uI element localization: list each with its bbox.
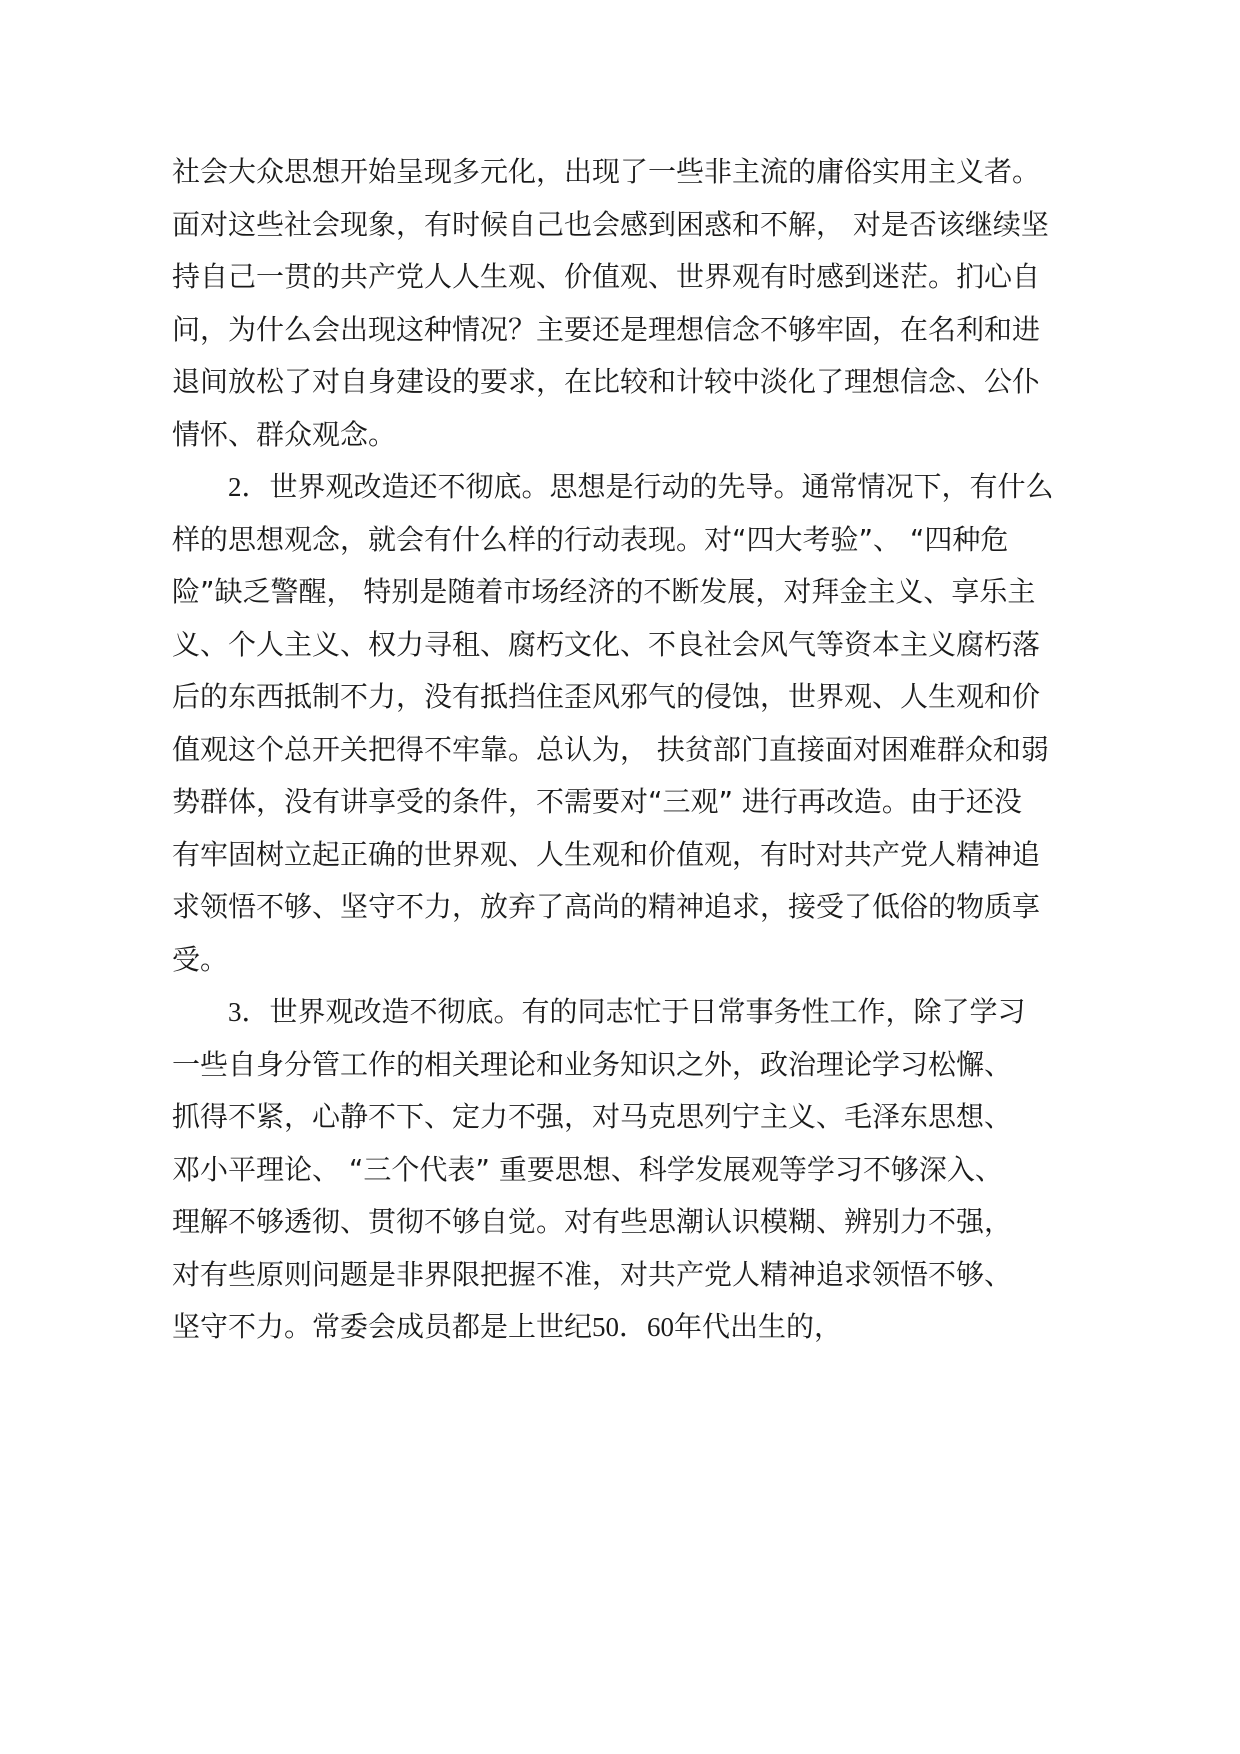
paragraph-first-line bbox=[172, 986, 1087, 1039]
text-line: 情怀、群众观念。 bbox=[172, 417, 397, 451]
text-line: 求领悟不够、坚守不力，放弃了高尚的精神追求，接受了低俗的物质享 bbox=[172, 890, 1041, 923]
paragraph-2 bbox=[172, 461, 1087, 986]
paragraph-last-line bbox=[172, 1301, 1087, 1354]
text-line: 问，为什么会出现这种情况？主要还是理想信念不够牢固，在名利和进 bbox=[172, 312, 1041, 346]
text-line: 有牢固树立起正确的世界观、人生观和价值观，有时对共产党人精神追 bbox=[172, 837, 1041, 871]
text-line: 抓得不紧，心静不下、定力不强，对马克思列宁主义、毛泽东思想、 bbox=[172, 1100, 1013, 1133]
text-line: 持自己一贯的共产党人人生观、价值观、世界观有时感到迷茫。扪心自 bbox=[172, 260, 1041, 293]
text-line: 受。 bbox=[172, 942, 229, 976]
paragraph-1 bbox=[172, 146, 1087, 461]
text-line: 后的东西抵制不力，没有抵挡住歪风邪气的侵蚀，世界观、人生观和价 bbox=[172, 680, 1041, 713]
text-segment: 年代出生的， bbox=[674, 1310, 843, 1343]
text-line: 一些自身分管工作的相关理论和业务知识之外，政治理论学习松懈、 bbox=[172, 1047, 1013, 1081]
text-line: 对有些原则问题是非界限把握不准，对共产党人精神追求领悟不够、 bbox=[172, 1257, 1013, 1291]
text-line: 义、个人主义、权力寻租、腐朽文化、不良社会风气等资本主义腐朽落 bbox=[172, 627, 1041, 661]
decade-number: 50 bbox=[592, 1312, 620, 1342]
text-line: 样的思想观念，就会有什么样的行动表现。对“四大考验”、 “四种危 bbox=[172, 522, 1009, 556]
text-line: 面对这些社会现象，有时候自己也会感到困惑和不解， 对是否该继续坚 bbox=[172, 207, 1049, 241]
text-line: 理解不够透彻、贯彻不够自觉。对有些思潮认识模糊、辨别力不强， bbox=[172, 1205, 1013, 1238]
paragraph-first-line bbox=[172, 461, 1087, 514]
paragraph-3 bbox=[172, 986, 1087, 1354]
paragraph-number: 2 bbox=[228, 472, 242, 502]
text-segment: 坚守不力。常委会成员都是上世纪 bbox=[172, 1310, 593, 1343]
decade-number: 60 bbox=[647, 1312, 675, 1342]
text-line: 势群体，没有讲享受的条件，不需要对“三观” 进行再改造。由于还没 bbox=[172, 785, 1022, 818]
text-line: 邓小平理论、 “三个代表” 重要思想、科学发展观等学习不够深入、 bbox=[172, 1152, 1003, 1186]
text-line: 险”缺乏警醒， 特别是随着市场经济的不断发展，对拜金主义、享乐主 bbox=[172, 575, 1036, 608]
text-segment: ． bbox=[619, 1310, 648, 1343]
text-line: 退间放松了对自身建设的要求，在比较和计较中淡化了理想信念、公仆 bbox=[172, 365, 1041, 398]
text-segment: ．世界观改造还不彻底。思想是行动的先导。通常情况下，有什么 bbox=[241, 470, 1054, 503]
text-line: 值观这个总开关把得不牢靠。总认为， 扶贫部门直接面对困难群众和弱 bbox=[172, 732, 1049, 766]
paragraph-number: 3 bbox=[228, 997, 242, 1027]
text-segment: ．世界观改造不彻底。有的同志忙于日常事务性工作，除了学习 bbox=[241, 995, 1026, 1028]
text-line: 社会大众思想开始呈现多元化，出现了一些非主流的庸俗实用主义者。 bbox=[172, 155, 1041, 188]
document-body bbox=[172, 146, 1087, 1354]
